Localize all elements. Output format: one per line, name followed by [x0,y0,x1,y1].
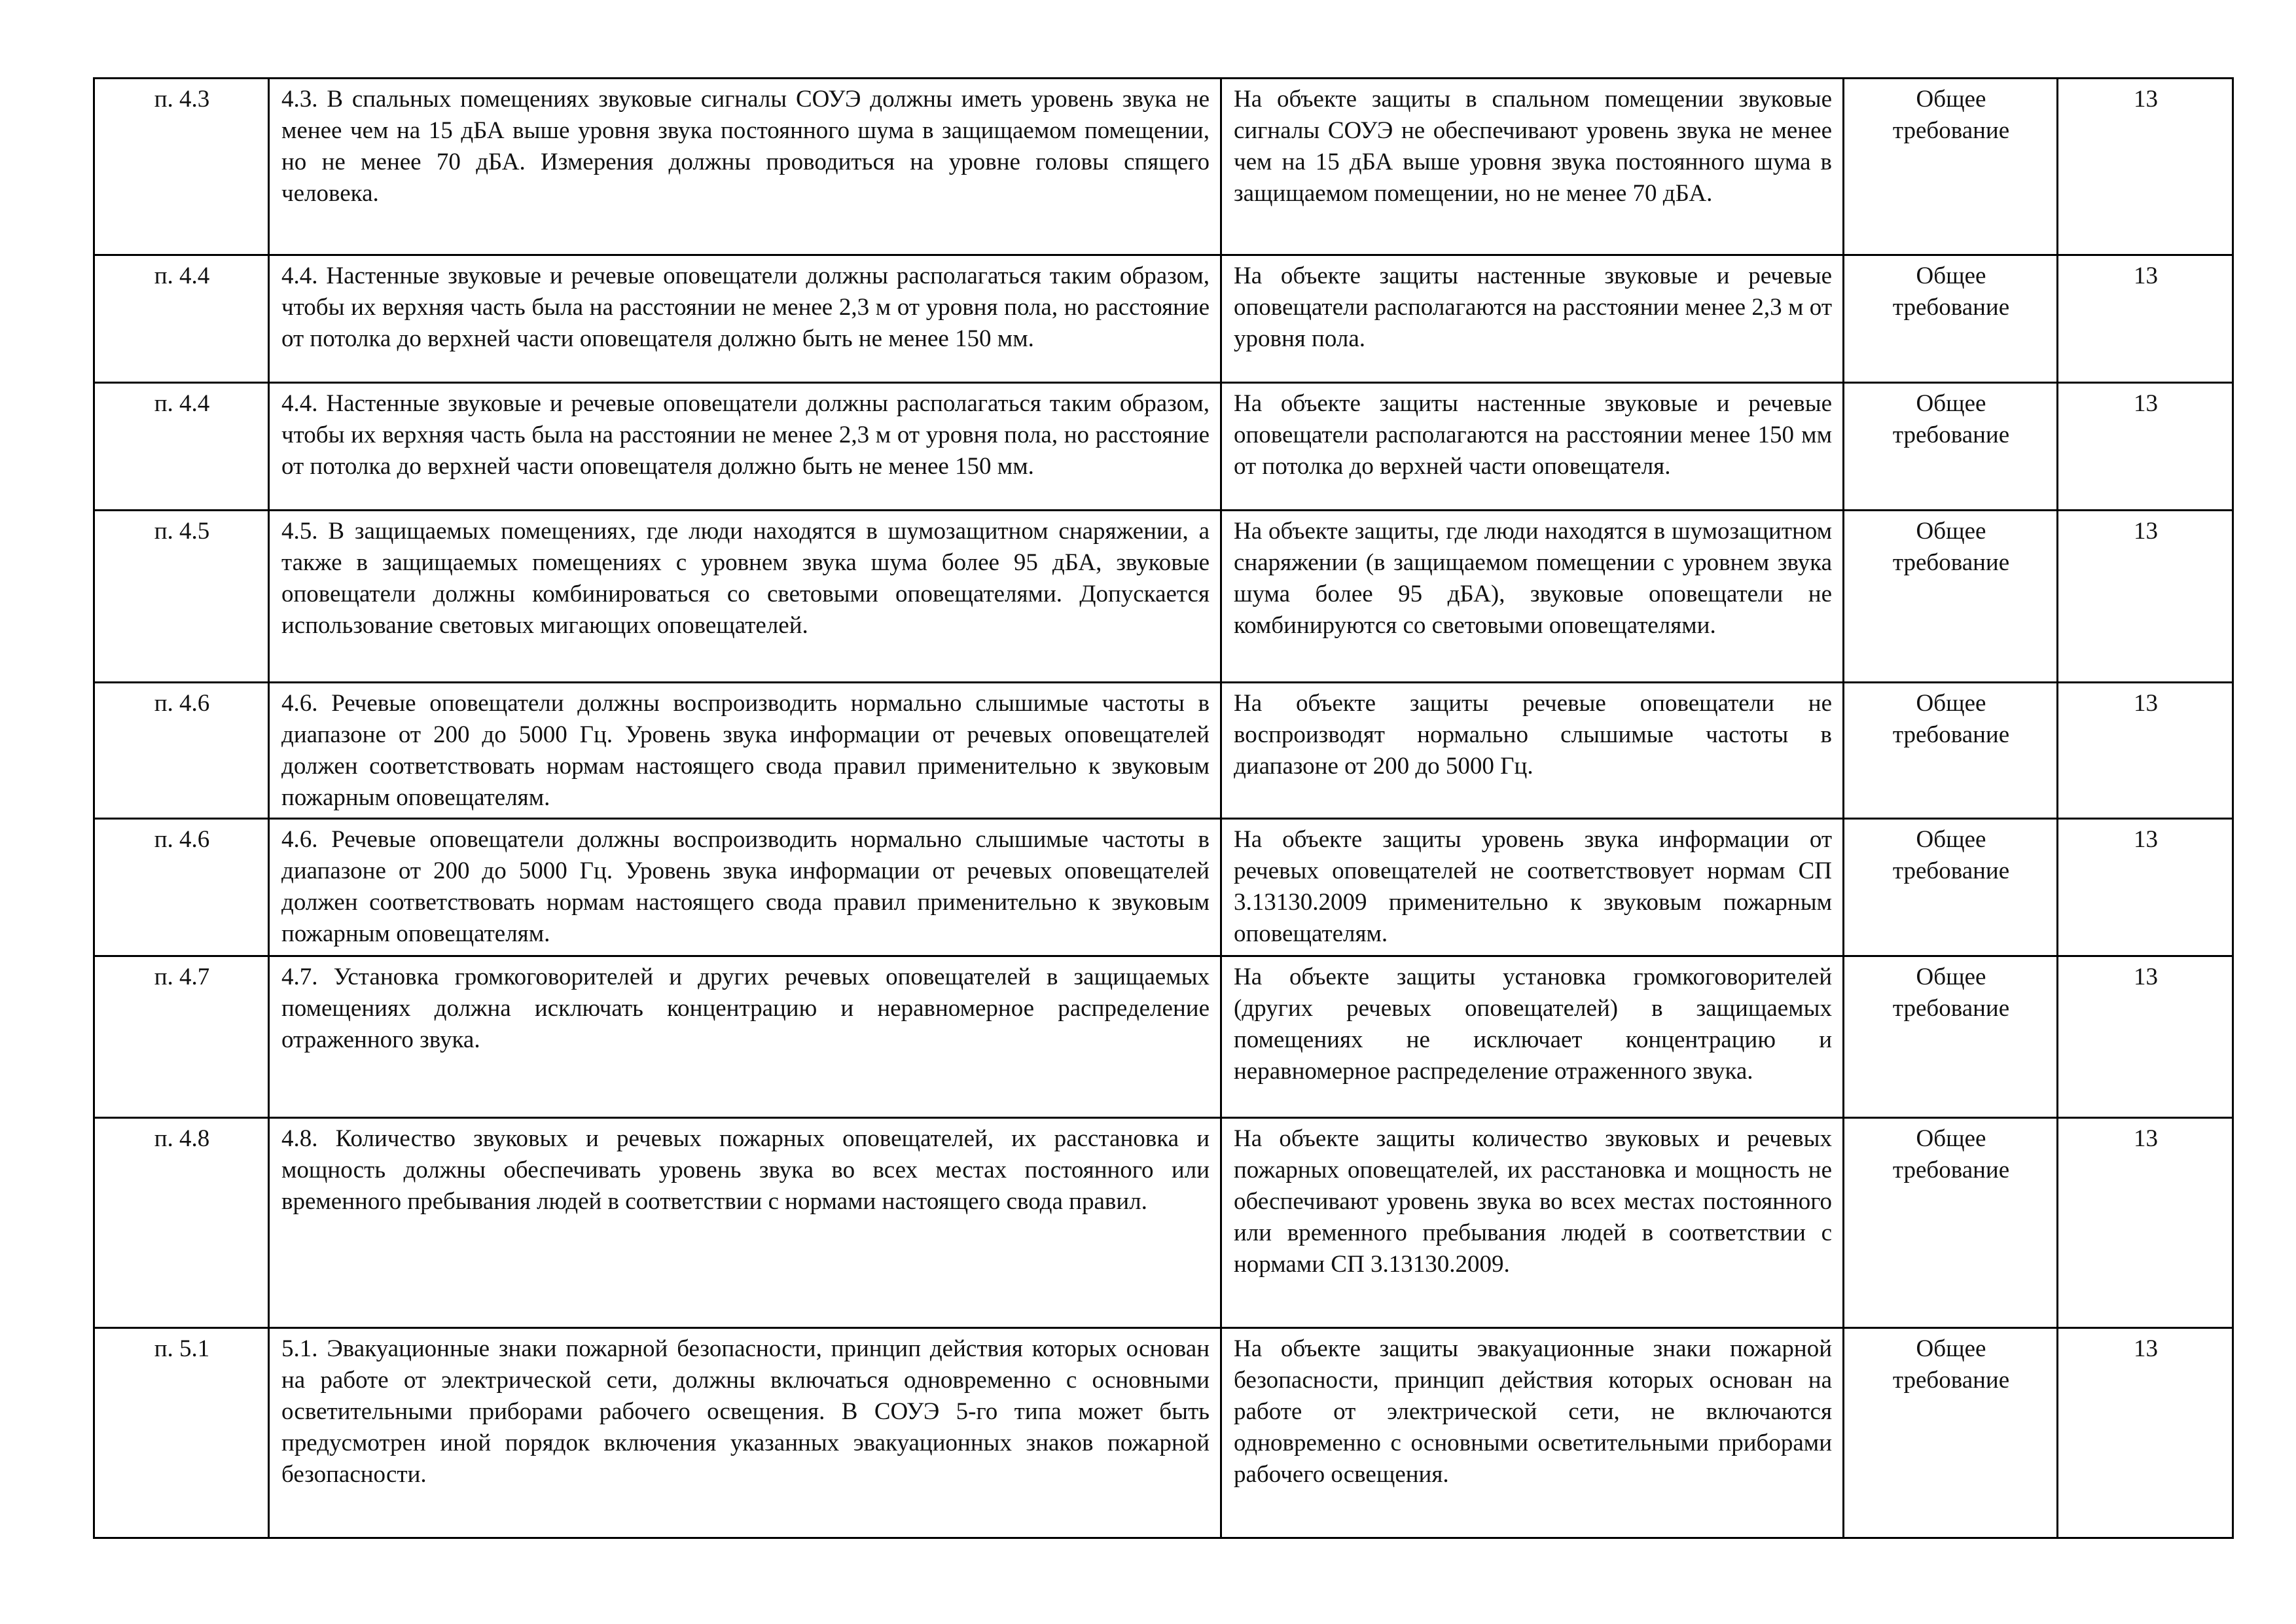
clause-cell: п. 4.4 [94,383,269,511]
violation-cell: На объекте защиты уровень звука информации от речевых оповещателей не соответствовует нормам СП 3.13130.2009 применительно к звуковым пожарным оповещателям. [1221,819,1844,956]
table-row [94,683,2233,819]
requirement-cell: 4.3. В спальных помещениях звуковые сигналы СОУЭ должны иметь уровень звука не менее чем на 15 дБА выше уровня звука постоянного шума в защищаемом помещении, но не менее 70 дБА. Измерения должны проводиться на уровне головы спящего человека. [269,79,1221,255]
requirement-cell: 4.6. Речевые оповещатели должны воспроизводить нормально слышимые частоты в диапазоне от 200 до 5000 Гц. Уровень звука информации от речевых оповещателей должен соответствовать нормам настоящего свода правил применительно к звуковым пожарным оповещателям. [269,683,1221,819]
table-row [94,383,2233,511]
number-cell: 13 [2058,956,2233,1118]
clause-cell: п. 4.7 [94,956,269,1118]
number-cell: 13 [2058,1118,2233,1328]
clause-cell: п. 4.6 [94,819,269,956]
violation-cell: На объекте защиты речевые оповещатели не воспроизводят нормально слышимые частоты в диапазоне от 200 до 5000 Гц. [1221,683,1844,819]
clause-cell: п. 4.8 [94,1118,269,1328]
number-cell: 13 [2058,1328,2233,1538]
requirement-cell: 5.1. Эвакуационные знаки пожарной безопасности, принцип действия которых основан на работе от электрической сети, должны включаться одновременно с основными осветительными приборами рабочего освещения. В СОУЭ 5-го типа может быть предусмотрен иной порядок включения указанных эвакуационных знаков пожарной безопасности. [269,1328,1221,1538]
requirement-cell: 4.5. В защищаемых помещениях, где люди находятся в шумозащитном снаряжении, а также в защищаемых помещениях с уровнем звука шума более 95 дБА, звуковые оповещатели должны комбинироваться со световыми оповещателями. Допускается использование световых мигающих оповещателей. [269,511,1221,683]
requirement-cell: 4.7. Установка громкоговорителей и других речевых оповещателей в защищаемых помещениях должна исключать концентрацию и неравномерное распределение отраженного звука. [269,956,1221,1118]
requirement-cell: 4.4. Настенные звуковые и речевые оповещатели должны располагаться таким образом, чтобы их верхняя часть была на расстоянии не менее 2,3 м от уровня пола, но расстояние от потолка до верхней части оповещателя должно быть не менее 150 мм. [269,383,1221,511]
table-row [94,1118,2233,1328]
number-cell: 13 [2058,255,2233,383]
requirement-type-cell: Общее требование [1844,819,2058,956]
requirement-cell: 4.4. Настенные звуковые и речевые оповещатели должны располагаться таким образом, чтобы их верхняя часть была на расстоянии не менее 2,3 м от уровня пола, но расстояние от потолка до верхней части оповещателя должно быть не менее 150 мм. [269,255,1221,383]
table-row [94,79,2233,255]
requirement-type-cell: Общее требование [1844,1118,2058,1328]
table-row [94,511,2233,683]
requirement-type-cell: Общее требование [1844,79,2058,255]
violation-cell: На объекте защиты эвакуационные знаки пожарной безопасности, принцип действия которых основан на работе от электрической сети, не включаются одновременно с основными осветительными приборами рабочего освещения. [1221,1328,1844,1538]
table-row [94,1328,2233,1538]
requirement-cell: 4.6. Речевые оповещатели должны воспроизводить нормально слышимые частоты в диапазоне от 200 до 5000 Гц. Уровень звука информации от речевых оповещателей должен соответствовать нормам настоящего свода правил применительно к звуковым пожарным оповещателям. [269,819,1221,956]
clause-cell: п. 4.4 [94,255,269,383]
number-cell: 13 [2058,683,2233,819]
violations-table [93,77,2234,1539]
clause-cell: п. 4.5 [94,511,269,683]
requirement-cell: 4.8. Количество звуковых и речевых пожарных оповещателей, их расстановка и мощность должны обеспечивать уровень звука во всех местах постоянного или временного пребывания людей в соответствии с нормами настоящего свода правил. [269,1118,1221,1328]
number-cell: 13 [2058,819,2233,956]
violation-cell: На объекте защиты, где люди находятся в шумозащитном снаряжении (в защищаемом помещении с уровнем звука шума более 95 дБА), звуковые оповещатели не комбинируются со световыми оповещателями. [1221,511,1844,683]
violation-cell: На объекте защиты установка громкоговорителей (других речевых оповещателей) в защищаемых помещениях не исключает концентрацию и неравномерное распределение отраженного звука. [1221,956,1844,1118]
requirement-type-cell: Общее требование [1844,383,2058,511]
clause-cell: п. 4.3 [94,79,269,255]
requirement-type-cell: Общее требование [1844,255,2058,383]
violation-cell: На объекте защиты настенные звуковые и речевые оповещатели располагаются на расстоянии менее 2,3 м от уровня пола. [1221,255,1844,383]
clause-cell: п. 4.6 [94,683,269,819]
violation-cell: На объекте защиты настенные звуковые и речевые оповещатели располагаются на расстоянии менее 150 мм от потолка до верхней части оповещателя. [1221,383,1844,511]
table-row [94,255,2233,383]
requirement-type-cell: Общее требование [1844,956,2058,1118]
violation-cell: На объекте защиты в спальном помещении звуковые сигналы СОУЭ не обеспечивают уровень звука не менее чем на 15 дБА выше уровня звука постоянного шума в защищаемом помещении, но не менее 70 дБА. [1221,79,1844,255]
requirement-type-cell: Общее требование [1844,683,2058,819]
requirement-type-cell: Общее требование [1844,1328,2058,1538]
number-cell: 13 [2058,511,2233,683]
number-cell: 13 [2058,383,2233,511]
clause-cell: п. 5.1 [94,1328,269,1538]
requirement-type-cell: Общее требование [1844,511,2058,683]
table-row [94,819,2233,956]
violation-cell: На объекте защиты количество звуковых и речевых пожарных оповещателей, их расстановка и мощность не обеспечивают уровень звука во всех местах постоянного или временного пребывания людей в соответствии с нормами СП 3.13130.2009. [1221,1118,1844,1328]
table-row [94,956,2233,1118]
number-cell: 13 [2058,79,2233,255]
